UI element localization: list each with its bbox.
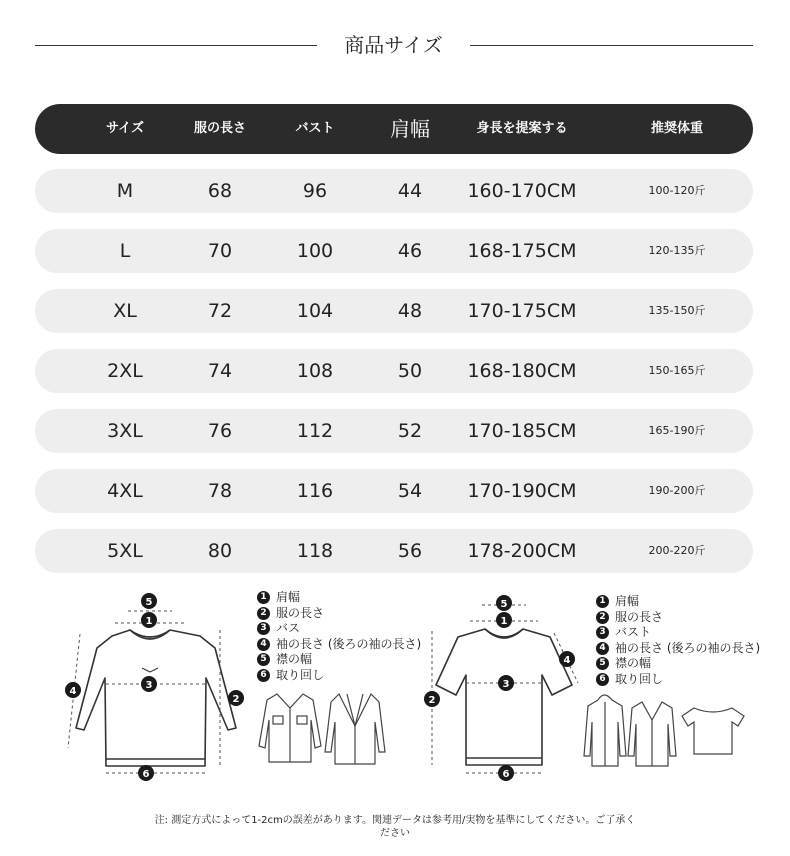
title-divider-right xyxy=(470,45,753,46)
garment-sketches xyxy=(582,690,752,772)
cell-weight: 100-120斤 xyxy=(648,184,706,197)
cell-size: L xyxy=(119,240,131,262)
marker-1: 1 xyxy=(145,616,153,627)
legend-label: バスト xyxy=(615,625,652,639)
cell-bust: 116 xyxy=(296,480,334,502)
measure-legend-left xyxy=(257,590,421,683)
measure-legend-right xyxy=(596,594,760,687)
legend-item xyxy=(257,590,421,606)
marker-5: 5 xyxy=(500,599,508,610)
legend-item xyxy=(257,606,421,622)
cell-length: 72 xyxy=(207,300,233,322)
cell-length: 70 xyxy=(207,240,233,262)
footnote xyxy=(90,814,700,840)
cell-length: 68 xyxy=(207,180,233,202)
cell-bust: 108 xyxy=(296,360,334,382)
header-size: サイズ xyxy=(106,121,144,136)
cell-shoulder: 50 xyxy=(397,360,423,382)
cell-shoulder: 44 xyxy=(397,180,423,202)
cell-weight: 135-150斤 xyxy=(648,304,706,317)
cell-length: 80 xyxy=(207,540,233,562)
marker-6: 6 xyxy=(142,769,150,780)
legend-label: 服の長さ xyxy=(615,609,664,624)
legend-number: 5 xyxy=(596,657,609,670)
cell-bust: 112 xyxy=(296,420,334,442)
legend-item xyxy=(257,637,421,653)
header-bust: バスト xyxy=(295,121,335,136)
legend-item xyxy=(596,625,760,641)
header-shoulder: 肩幅 xyxy=(390,117,430,141)
legend-item xyxy=(596,641,760,657)
legend-number: 1 xyxy=(257,591,270,604)
legend-number: 3 xyxy=(596,626,609,639)
marker-6: 6 xyxy=(502,769,510,780)
cell-bust: 96 xyxy=(302,180,328,202)
legend-item xyxy=(257,621,421,637)
legend-number: 6 xyxy=(257,669,270,682)
header-height: 身長を提案する xyxy=(476,121,568,136)
cell-weight: 165-190斤 xyxy=(648,424,706,437)
cell-shoulder: 48 xyxy=(397,300,423,322)
title-row xyxy=(0,30,790,60)
marker-2: 2 xyxy=(428,695,436,706)
cell-size: M xyxy=(116,180,134,202)
legend-number: 5 xyxy=(257,653,270,666)
legend-label: 袖の長さ (後ろの袖の長さ) xyxy=(615,640,761,655)
legend-label: バス xyxy=(276,621,301,635)
legend-item xyxy=(596,656,760,672)
cell-size: 5XL xyxy=(107,540,143,562)
cell-bust: 100 xyxy=(296,240,334,262)
legend-number: 6 xyxy=(596,673,609,686)
marker-1: 1 xyxy=(500,616,508,627)
cell-length: 74 xyxy=(207,360,233,382)
marker-3: 3 xyxy=(145,680,153,691)
legend-label: 肩幅 xyxy=(615,594,640,608)
marker-2: 2 xyxy=(232,694,240,705)
legend-item xyxy=(596,594,760,610)
legend-number: 4 xyxy=(257,638,270,651)
legend-number: 4 xyxy=(596,642,609,655)
legend-number: 2 xyxy=(257,607,270,620)
cell-height: 170-175CM xyxy=(467,300,577,322)
legend-label: 襟の幅 xyxy=(615,656,652,670)
legend-number: 3 xyxy=(257,622,270,635)
legend-label: 袖の長さ (後ろの袖の長さ) xyxy=(276,636,422,651)
table-row xyxy=(35,289,753,333)
cell-height: 178-200CM xyxy=(467,540,577,562)
legend-label: 肩幅 xyxy=(276,590,301,604)
table-row xyxy=(35,169,753,213)
cell-size: 2XL xyxy=(107,360,143,382)
table-row xyxy=(35,229,753,273)
cell-weight: 120-135斤 xyxy=(648,244,706,257)
size-table-header xyxy=(35,104,753,154)
table-row xyxy=(35,409,753,453)
legend-label: 服の長さ xyxy=(276,605,325,620)
marker-3: 3 xyxy=(502,679,510,690)
legend-label: 襟の幅 xyxy=(276,652,313,666)
title-divider-left xyxy=(35,45,317,46)
header-length: 服の長さ xyxy=(193,121,246,136)
legend-number: 2 xyxy=(596,611,609,624)
cell-height: 170-185CM xyxy=(467,420,577,442)
cell-height: 168-180CM xyxy=(467,360,577,382)
cell-shoulder: 46 xyxy=(397,240,423,262)
cell-shoulder: 54 xyxy=(397,480,423,502)
legend-label: 取り回し xyxy=(615,671,664,686)
legend-item xyxy=(596,610,760,626)
cell-shoulder: 56 xyxy=(397,540,423,562)
cell-shoulder: 52 xyxy=(397,420,423,442)
cell-weight: 190-200斤 xyxy=(648,484,706,497)
footnote-line2: ださい xyxy=(380,828,410,839)
cell-height: 168-175CM xyxy=(467,240,577,262)
marker-4: 4 xyxy=(69,686,77,697)
marker-4: 4 xyxy=(563,655,571,666)
cell-size: 4XL xyxy=(107,480,143,502)
legend-item xyxy=(596,672,760,688)
cell-height: 160-170CM xyxy=(467,180,577,202)
table-row xyxy=(35,349,753,393)
cell-height: 170-190CM xyxy=(467,480,577,502)
cell-weight: 200-220斤 xyxy=(648,544,706,557)
longsleeve-measure-diagram xyxy=(60,588,250,788)
table-row xyxy=(35,469,753,513)
cell-bust: 104 xyxy=(296,300,334,322)
legend-label: 取り回し xyxy=(276,667,325,682)
cell-length: 76 xyxy=(207,420,233,442)
table-row xyxy=(35,529,753,573)
legend-item xyxy=(257,652,421,668)
marker-5: 5 xyxy=(145,597,153,608)
tshirt-measure-diagram xyxy=(420,593,585,783)
legend-number: 1 xyxy=(596,595,609,608)
cell-size: 3XL xyxy=(107,420,143,442)
cell-length: 78 xyxy=(207,480,233,502)
legend-item xyxy=(257,668,421,684)
cell-weight: 150-165斤 xyxy=(648,364,706,377)
footnote-line1: 注: 測定方式によって1-2cmの誤差があります。関連データは参考用/実物を基準にしてください。ご了承く xyxy=(154,815,636,826)
jacket-sketches xyxy=(255,686,385,776)
header-weight: 推奨体重 xyxy=(650,121,703,136)
page-title: 商品サイズ xyxy=(344,33,443,57)
cell-bust: 118 xyxy=(296,540,334,562)
cell-size: XL xyxy=(113,300,137,322)
